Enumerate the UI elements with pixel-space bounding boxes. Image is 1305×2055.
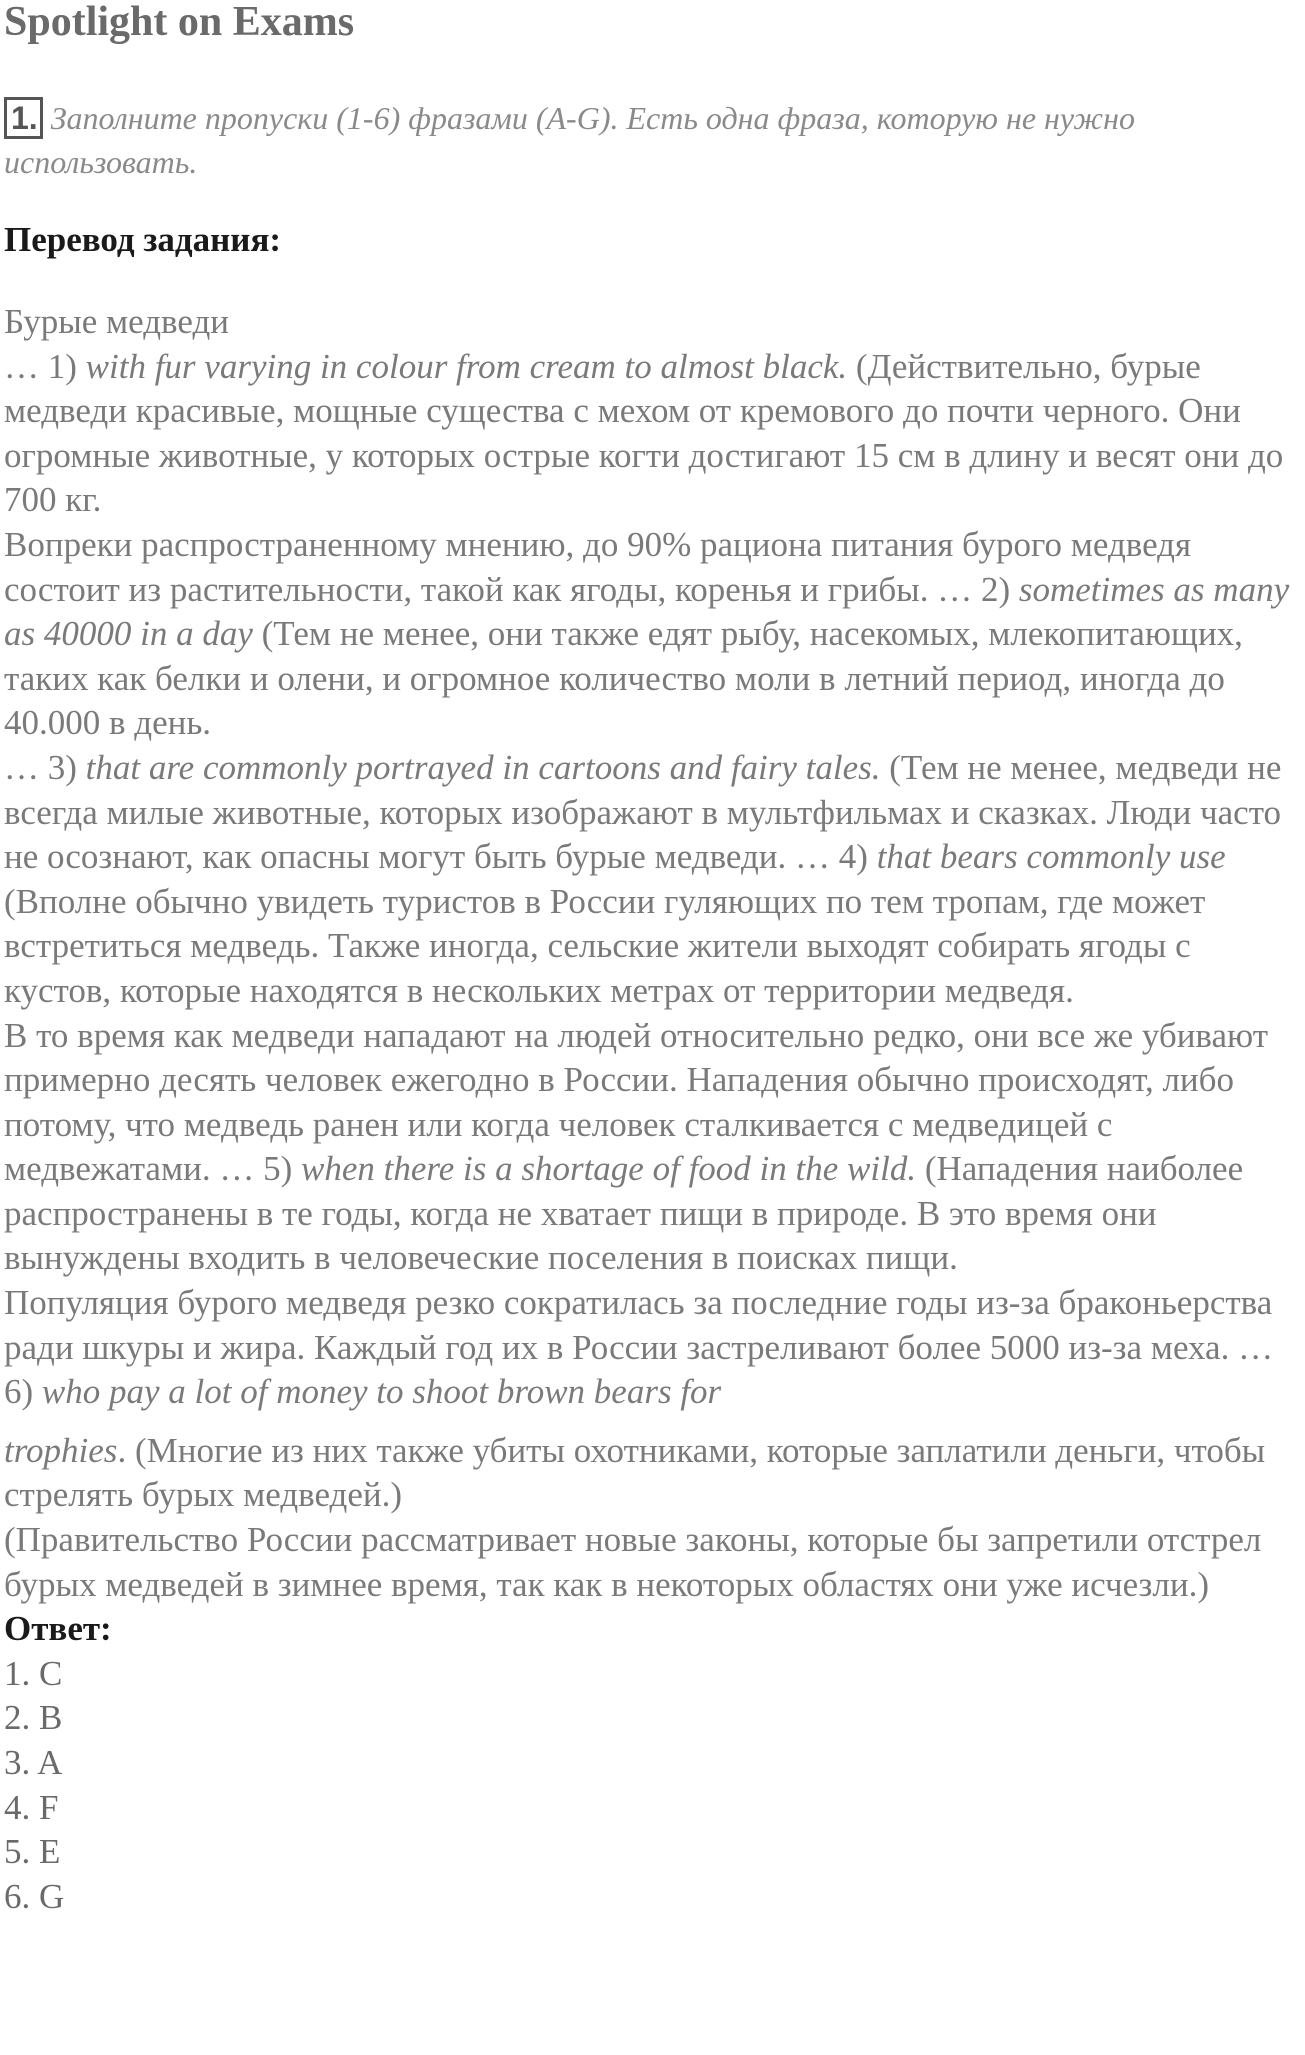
text-title: Бурые медведи: [4, 302, 229, 341]
translation-heading: Перевод задания:: [4, 220, 282, 259]
paragraph-6: [4, 1429, 1304, 1518]
task-number-badge: 1.: [4, 97, 43, 139]
translation-text: [4, 300, 1304, 1919]
paragraph-7: (Правительство России рассматривает новые законы, которые бы запретили отстрел бурых медведей в зимнее время, так как в некоторых областях они уже исчезли.): [4, 1520, 1262, 1604]
paragraph-2: [4, 523, 1304, 746]
text-span: … 3): [4, 747, 86, 787]
gap-phrase-2: sometimes as many as 40000 in a day: [4, 569, 1290, 654]
paragraph-4: [4, 1014, 1304, 1282]
gap-phrase-4: that bears commonly use: [876, 837, 1226, 877]
answer-list: [4, 1652, 1304, 1920]
text-span: Популяция бурого медведя резко сократилась за последние годы из-за браконьерства ради шкуры и жира. Каждый год их в России застреливают более 5000 из-за меха. … 6): [4, 1283, 1274, 1412]
gap-phrase-6: who pay a lot of money to shoot brown bears for: [41, 1372, 722, 1412]
paragraph-1: [4, 345, 1304, 523]
answer-item: 2. B: [4, 1698, 63, 1738]
paragraph-3: [4, 746, 1304, 1014]
gap-phrase-5: when there is a shortage of food in the wild.: [301, 1149, 917, 1189]
text-span: Вопреки распространенному мнению, до 90% рациона питания бурого медведя состоит из растительности, такой как ягоды, коренья и грибы. … 2): [4, 524, 1192, 609]
text-span: (Тем не менее, они также едят рыбу, насекомых, млекопитающих, таких как белки и олени, и огромное количество моли в летний период, иногда до 40.000 в день.: [4, 614, 1243, 743]
answer-item: 4. F: [4, 1787, 59, 1827]
text-span: В то время как медведи нападают на людей относительно редко, они все же убивают примерно десять человек ежегодно в России. Нападения обычно происходят, либо потому, что медведь ранен или когда человек сталкивается с медведицей с медвежатами. … 5): [4, 1015, 1269, 1189]
gap-phrase-6-end: trophies: [4, 1430, 118, 1470]
gap-phrase-3: that are commonly portrayed in cartoons and fairy tales.: [85, 747, 881, 787]
text-span: (Тем не менее, медведи не всегда милые животные, которых изображают в мультфильмах и сказках. Люди часто не осознают, как опасны могут быть бурые медведи. … 4): [4, 747, 1282, 877]
answer-item: 6. G: [4, 1876, 65, 1916]
answer-item: 1. C: [4, 1653, 63, 1693]
gap-phrase-1: with fur varying in colour from cream to almost black.: [85, 346, 848, 386]
paragraph-5: [4, 1281, 1304, 1415]
text-span: (Нападения наиболее распространены в те годы, когда не хватает пищи в природе. В это время они вынуждены входить в человеческие поселения в поисках пищи.: [4, 1149, 1244, 1278]
text-span: . (Многие из них также убиты охотниками, которые заплатили деньги, чтобы стрелять бурых медведей.): [4, 1430, 1266, 1515]
text-span: … 1): [4, 346, 86, 386]
answer-item: 5. E: [4, 1832, 61, 1872]
text-span: (Действительно, бурые медведи красивые, мощные существа с мехом от кремового до почти черного. Они огромные животные, у которых острые когти достигают 15 см в длину и весят они до 700 кг.: [4, 346, 1284, 520]
page-title: Spotlight on Exams: [4, 0, 355, 45]
answer-title: Ответ:: [4, 1609, 112, 1649]
task-instruction-block: [4, 96, 1254, 184]
answer-item: 3. A: [4, 1743, 63, 1782]
text-span: (Вполне обычно увидеть туристов в России гуляющих по тем тропам, где может встретиться медведь. Также иногда, сельские жители выходят собирать ягоды с кустов, которые находятся в нескольких метрах от территории медведя.: [4, 881, 1206, 1010]
task-instruction: Заполните пропуски (1-6) фразами (A-G). Есть одна фраза, которую не нужно использовать.: [4, 100, 1135, 180]
